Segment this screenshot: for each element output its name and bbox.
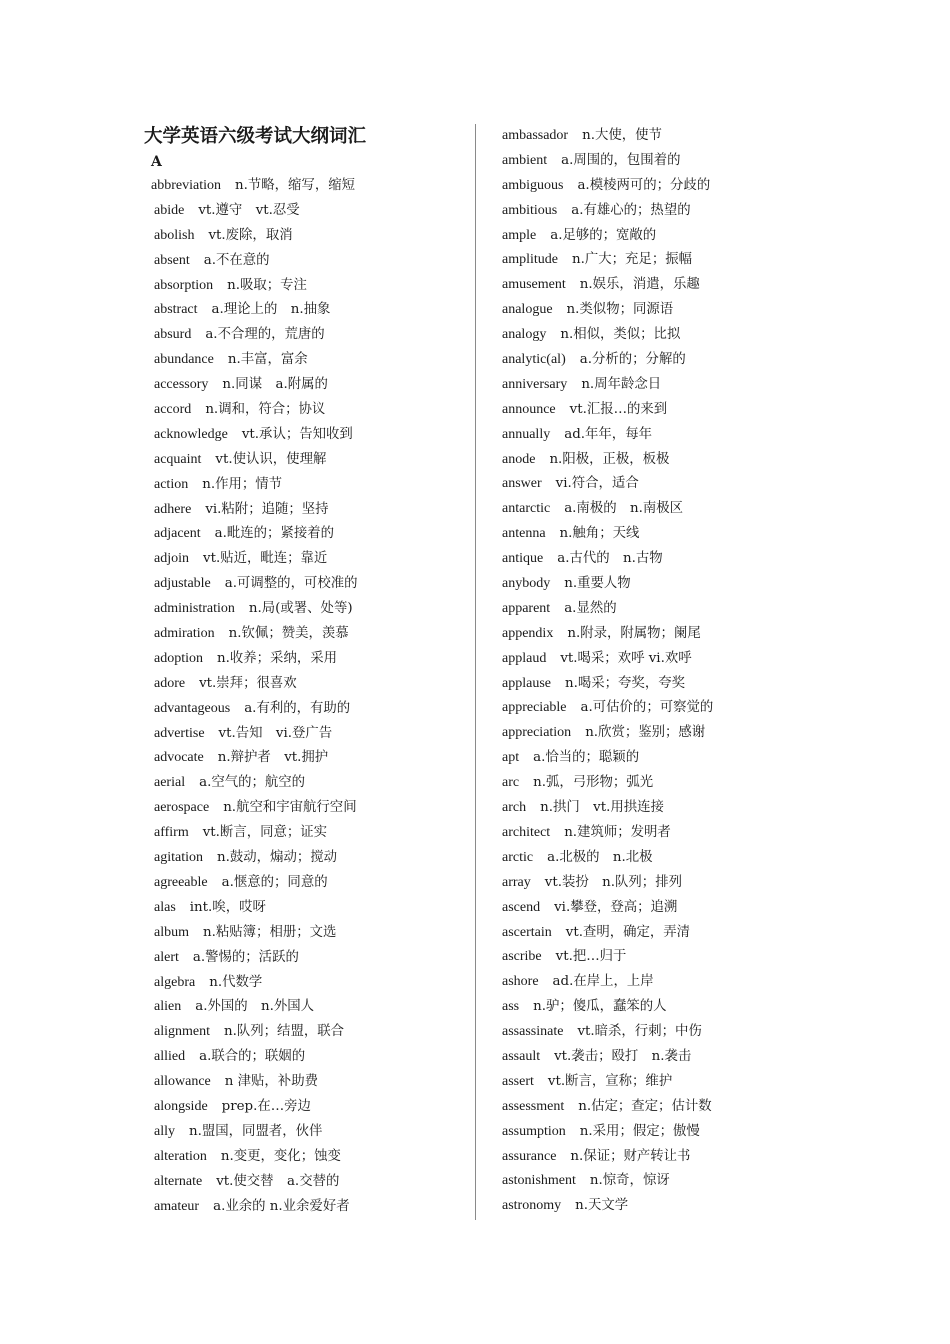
vocab-entry	[502, 597, 822, 622]
vocab-word: ass	[502, 999, 520, 1015]
vocab-definition: n.局(或署、处等)	[248, 601, 353, 617]
vocab-entry	[144, 1095, 464, 1120]
vocab-definition: vt.遵守 vt.忍受	[198, 202, 300, 218]
vocab-definition: vt.喝采；欢呼 vi.欢呼	[560, 650, 692, 666]
vocab-definition: n.节略，缩写，缩短	[234, 178, 355, 193]
vocab-definition: n.重要人物	[564, 576, 631, 592]
vocab-entry	[144, 373, 464, 398]
vocab-word: arch	[502, 800, 527, 816]
vocab-definition: ad.年年，每年	[564, 426, 652, 442]
vocab-word: arctic	[502, 849, 534, 865]
vocab-definition: n.喝采；夸奖，夸奖	[564, 675, 685, 691]
vocab-definition: vt.袭击；殴打 n.袭击	[554, 1048, 692, 1064]
vocab-entry	[502, 1194, 822, 1219]
vocab-entry	[502, 696, 822, 721]
vocab-word: advocate	[154, 750, 204, 766]
vocab-definition: n.估定；查定；估计数	[578, 1098, 712, 1114]
vocab-definition: n.驴；傻瓜，蠢笨的人	[533, 999, 667, 1015]
vocab-word: apt	[502, 750, 520, 766]
vocab-word: administration	[154, 601, 235, 617]
vocab-definition: a.显然的	[564, 600, 617, 616]
vocab-definition: n.采用；假定；傲慢	[579, 1123, 700, 1139]
vocab-definition: n.吸取；专注	[227, 277, 307, 293]
vocab-definition: n.欣赏；鉴别；感谢	[585, 725, 706, 741]
vocab-definition: a.可估价的；可察觉的	[580, 700, 714, 716]
vocab-word: ashore	[502, 974, 539, 990]
vocab-word: allowance	[154, 1074, 211, 1090]
vocab-word: admiration	[154, 626, 215, 642]
vocab-definition: n.大使，使节	[582, 128, 662, 143]
vocab-definition: vi.符合，适合	[555, 476, 639, 492]
vocab-definition: a.可调整的，可校准的	[224, 576, 358, 592]
vocab-definition: n.同谋 a.附属的	[222, 377, 328, 393]
vocab-word: analytic(al)	[502, 352, 566, 368]
vocab-word: algebra	[154, 974, 196, 990]
vocab-word: antique	[502, 551, 544, 567]
vocab-word: ambassador	[502, 128, 569, 143]
vocab-definition: n.航空和宇宙航行空间	[223, 800, 357, 816]
vocab-definition: n.鼓动，煽动；搅动	[217, 850, 338, 866]
vocab-entry	[502, 995, 822, 1020]
vocab-definition: vi.攀登，登高；追溯	[554, 899, 678, 915]
vocab-entry	[144, 274, 464, 299]
vocab-entry	[144, 871, 464, 896]
vocab-word: appreciable	[502, 700, 567, 716]
vocab-word: advertise	[154, 725, 205, 741]
vocab-entry	[144, 398, 464, 423]
vocab-definition: vt.装扮 n.队列；排列	[544, 874, 682, 890]
vocab-definition: a.空气的；航空的	[199, 775, 306, 791]
vocab-definition: a.联合的；联姻的	[199, 1049, 306, 1065]
vocab-word: assault	[502, 1048, 541, 1064]
vocab-word: alien	[154, 999, 182, 1015]
vocab-entry	[502, 1145, 822, 1170]
vocab-entry	[502, 622, 822, 647]
vocab-entry	[144, 746, 464, 771]
vocab-word: alternate	[154, 1173, 203, 1189]
vocab-entry	[502, 721, 822, 746]
vocab-definition: a.周围的，包围着的	[561, 152, 681, 168]
vocab-entry	[144, 722, 464, 747]
vocab-word: anode	[502, 451, 536, 467]
vocab-entry	[144, 572, 464, 597]
vocab-definition: vt.汇报…的来到	[569, 401, 668, 417]
vocab-word: appreciation	[502, 725, 572, 741]
vocab-word: astronomy	[502, 1198, 562, 1214]
vocab-definition: n.粘贴簿；相册；文选	[203, 924, 337, 940]
vocab-definition: a.模棱两可的；分歧的	[577, 177, 711, 193]
vocab-definition: vt.使交替 a.交替的	[216, 1173, 340, 1189]
vocab-definition: n.附录，附属物；阑尾	[567, 625, 701, 641]
vocab-definition: n.队列；结盟，联合	[224, 1024, 345, 1040]
vocab-entry	[502, 746, 822, 771]
page-title: 大学英语六级考试大纲词汇	[144, 126, 367, 147]
vocab-entry	[502, 1169, 822, 1194]
vocab-definition: vt.崇拜；很喜欢	[199, 675, 297, 691]
vocab-word: amplitude	[502, 252, 558, 268]
vocab-definition: a.理论上的 n.抽象	[211, 302, 331, 318]
vocab-entry	[144, 1195, 464, 1220]
vocab-definition: a.有雄心的；热望的	[571, 202, 691, 218]
vocab-definition: vt.使认识，使理解	[215, 451, 327, 467]
vocab-entry	[502, 921, 822, 946]
vocab-entry	[502, 896, 822, 921]
vocab-word: ample	[502, 227, 537, 243]
vocab-definition: a.恰当的；聪颖的	[533, 750, 640, 766]
vocab-word: adjacent	[154, 526, 201, 542]
vocab-word: adore	[154, 675, 186, 691]
vocab-word: assessment	[502, 1098, 565, 1114]
vocab-definition: a.不在意的	[203, 252, 270, 268]
vocab-word: abbreviation	[151, 178, 221, 193]
vocab-definition: n 津贴，补助费	[224, 1074, 318, 1090]
vocab-definition: n.相似，类似；比拟	[560, 327, 681, 343]
vocab-definition: vt.断言，宣称；维护	[547, 1073, 673, 1089]
vocab-word: ascribe	[502, 949, 542, 965]
vocab-definition: vt.承认；告知收到	[241, 426, 353, 442]
vocab-entry	[502, 248, 822, 273]
vocab-entry	[502, 970, 822, 995]
vocab-entry	[502, 348, 822, 373]
vocab-word: alteration	[154, 1148, 207, 1164]
vocab-entry	[502, 1020, 822, 1045]
vocab-definition: vt.断言，同意；证实	[202, 825, 328, 841]
vocab-definition: vt.废除，取消	[208, 227, 293, 243]
vocab-word: abide	[154, 202, 185, 218]
vocab-entry	[144, 896, 464, 921]
vocab-entry	[144, 199, 464, 224]
vocab-word: announce	[502, 401, 556, 417]
vocab-entry	[502, 572, 822, 597]
vocab-definition: prep.在…旁边	[221, 1098, 311, 1114]
vocab-entry	[144, 1120, 464, 1145]
vocab-word: absorption	[154, 277, 214, 293]
vocab-entry	[502, 945, 822, 970]
vocab-entry	[144, 971, 464, 996]
vocab-word: ally	[154, 1123, 175, 1139]
vocab-definition: vt.贴近，毗连；靠近	[203, 551, 328, 567]
vocab-entry	[502, 672, 822, 697]
left-column	[144, 124, 464, 1219]
vocab-entry	[144, 348, 464, 373]
vocab-definition: n.阳极，正极，板极	[549, 451, 670, 467]
vocab-word: absurd	[154, 327, 192, 343]
vocab-word: assassinate	[502, 1024, 564, 1040]
vocab-definition: n.变更，变化；蚀变	[220, 1148, 341, 1164]
vocab-word: action	[154, 476, 189, 492]
vocab-word: aerospace	[154, 800, 210, 816]
vocab-entry	[502, 1045, 822, 1070]
vocab-entry	[144, 946, 464, 971]
vocab-word: adjoin	[154, 551, 189, 567]
vocab-definition: n.调和，符合；协议	[205, 402, 326, 418]
vocab-word: analogue	[502, 302, 553, 318]
vocab-word: ascend	[502, 899, 541, 915]
left-vocabulary-list	[144, 174, 464, 1219]
vocab-word: abolish	[154, 227, 195, 243]
vocab-word: acknowledge	[154, 426, 228, 442]
vocab-definition: ad.在岸上，上岸	[552, 974, 654, 990]
vocab-word: abundance	[154, 352, 214, 368]
vocab-entry	[502, 796, 822, 821]
vocab-word: anybody	[502, 576, 551, 592]
section-letter: A	[151, 154, 162, 170]
vocab-word: alert	[154, 949, 179, 965]
vocab-word: antenna	[502, 526, 546, 542]
vocab-entry	[144, 995, 464, 1020]
vocab-definition: n.辩护者 vt.拥护	[217, 750, 329, 766]
vocab-definition: n.建筑师；发明者	[564, 824, 671, 840]
vocab-definition: n.保证；财产转让书	[570, 1148, 691, 1164]
vocab-definition: vt.告知 vi.登广告	[218, 725, 333, 741]
vocab-entry	[144, 921, 464, 946]
vocab-entry	[144, 846, 464, 871]
vocab-word: alongside	[154, 1098, 208, 1114]
vocab-word: agitation	[154, 850, 203, 866]
vocab-word: apparent	[502, 600, 551, 616]
vocab-entry	[502, 298, 822, 323]
vocab-word: analogy	[502, 327, 547, 343]
vocab-entry	[502, 871, 822, 896]
vocab-definition: a.惬意的；同意的	[221, 874, 328, 890]
vocab-word: answer	[502, 476, 542, 492]
vocab-definition: a.毗连的；紧接着的	[214, 526, 335, 542]
vocab-definition: n.天文学	[575, 1198, 629, 1214]
vocab-definition: n.惊奇，惊讶	[589, 1173, 670, 1189]
vocab-word: album	[154, 924, 189, 940]
vocab-definition: n.收养；采纳，采用	[217, 650, 338, 666]
vocab-word: anniversary	[502, 376, 568, 392]
vocab-entry	[502, 149, 822, 174]
vocab-word: ambient	[502, 152, 548, 168]
vocab-definition: a.足够的；宽敞的	[550, 227, 657, 243]
vocab-word: array	[502, 874, 531, 890]
vocab-entry	[144, 323, 464, 348]
vocab-entry	[144, 622, 464, 647]
vocab-entry	[144, 821, 464, 846]
vocab-word: assert	[502, 1073, 534, 1089]
right-column	[502, 124, 822, 1219]
vocab-definition: a.警惕的；活跃的	[192, 949, 299, 965]
vocab-definition: a.业余的 n.业余爱好者	[213, 1198, 350, 1214]
vocab-word: astonishment	[502, 1173, 576, 1189]
vocab-entry	[144, 597, 464, 622]
vocab-entry	[144, 224, 464, 249]
vocab-word: alignment	[154, 1024, 210, 1040]
vocab-definition: a.北极的 n.北极	[547, 849, 653, 865]
vocab-word: appendix	[502, 625, 554, 641]
vocab-word: acquaint	[154, 451, 202, 467]
vocab-word: architect	[502, 824, 551, 840]
vocab-entry	[144, 771, 464, 796]
vocab-definition: n.类似物；同源语	[566, 302, 674, 318]
vocab-entry	[502, 323, 822, 348]
vocab-word: accessory	[154, 377, 209, 393]
vocab-entry	[144, 298, 464, 323]
vocab-entry	[144, 498, 464, 523]
vocab-definition: a.分析的；分解的	[579, 352, 686, 368]
vocab-word: assumption	[502, 1123, 566, 1139]
vocab-word: advantageous	[154, 700, 231, 716]
vocab-definition: vt.暗杀，行刺；中伤	[577, 1024, 702, 1040]
vocab-definition: int.唉，哎呀	[189, 899, 266, 915]
vocab-word: aerial	[154, 775, 186, 791]
vocab-entry	[144, 1045, 464, 1070]
vocab-word: affirm	[154, 825, 189, 841]
vocab-entry	[144, 1020, 464, 1045]
vocab-word: applause	[502, 675, 551, 691]
vocab-definition: vt.把…归于	[555, 949, 627, 965]
vocab-entry	[144, 423, 464, 448]
vocab-entry	[502, 398, 822, 423]
vocab-definition: n.娱乐，消遣，乐趣	[579, 277, 700, 293]
vocab-word: adhere	[154, 501, 192, 517]
vocab-entry	[144, 473, 464, 498]
vocab-entry	[502, 846, 822, 871]
vocab-definition: n.广大；充足；振幅	[572, 252, 693, 268]
vocab-definition: a.古代的 n.古物	[557, 551, 663, 567]
vocab-word: applaud	[502, 650, 547, 666]
column-divider	[475, 124, 476, 1220]
vocab-word: arc	[502, 775, 520, 791]
vocab-definition: n.触角；天线	[559, 526, 640, 542]
vocab-entry	[502, 124, 822, 149]
vocab-entry	[502, 448, 822, 473]
vocab-entry	[502, 224, 822, 249]
vocab-definition: a.有利的，有助的	[244, 700, 351, 716]
vocab-word: ambitious	[502, 202, 558, 218]
vocab-definition: n.盟国，同盟者，伙伴	[189, 1123, 323, 1139]
vocab-definition: vt.查明，确定，弄清	[565, 924, 691, 940]
vocab-entry	[502, 771, 822, 796]
vocab-word: alas	[154, 899, 176, 915]
vocab-entry	[502, 199, 822, 224]
vocab-entry	[502, 547, 822, 572]
vocab-entry	[144, 1170, 464, 1195]
vocab-word: accord	[154, 402, 192, 418]
vocab-word: ascertain	[502, 924, 552, 940]
vocab-definition: n.作用；情节	[202, 476, 283, 492]
vocab-entry	[502, 497, 822, 522]
vocab-entry	[144, 249, 464, 274]
vocab-entry	[144, 672, 464, 697]
vocab-word: allied	[154, 1049, 186, 1065]
vocab-entry	[502, 1095, 822, 1120]
vocab-entry	[144, 448, 464, 473]
vocab-entry	[144, 522, 464, 547]
vocab-word: assurance	[502, 1148, 557, 1164]
vocab-definition: n.丰富，富余	[227, 352, 308, 368]
vocab-entry	[502, 821, 822, 846]
vocab-entry	[144, 1070, 464, 1095]
vocab-word: abstract	[154, 302, 198, 318]
vocab-definition: n.代数学	[209, 974, 263, 990]
vocab-entry	[502, 273, 822, 298]
vocab-definition: vi.粘附；追随；坚持	[205, 501, 329, 517]
vocab-definition: a.外国的 n.外国人	[195, 999, 315, 1015]
vocab-word: amusement	[502, 277, 566, 293]
vocab-word: ambiguous	[502, 177, 564, 193]
vocab-word: agreeable	[154, 874, 208, 890]
vocab-definition: a.不合理的，荒唐的	[205, 327, 325, 343]
vocab-word: adoption	[154, 650, 203, 666]
vocab-entry	[502, 423, 822, 448]
vocab-definition: a.南极的 n.南极区	[564, 501, 684, 517]
vocab-entry	[144, 796, 464, 821]
vocab-definition: n.周年龄念日	[581, 376, 662, 392]
vocab-word: amateur	[154, 1198, 200, 1214]
vocab-entry	[502, 522, 822, 547]
vocab-word: annually	[502, 426, 551, 442]
vocab-word: antarctic	[502, 501, 551, 517]
vocab-entry	[144, 547, 464, 572]
vocab-entry	[502, 1070, 822, 1095]
vocab-entry	[144, 647, 464, 672]
vocab-word: absent	[154, 252, 190, 268]
vocab-entry	[144, 1145, 464, 1170]
vocab-entry	[502, 472, 822, 497]
vocab-definition: n.拱门 vt.用拱连接	[540, 800, 664, 816]
right-vocabulary-list	[502, 124, 822, 1219]
vocab-entry	[144, 174, 464, 199]
vocab-entry	[502, 1120, 822, 1145]
vocab-definition: n.钦佩；赞美，羡慕	[228, 626, 349, 642]
vocab-entry	[502, 647, 822, 672]
vocab-entry	[502, 174, 822, 199]
vocab-definition: n.弧，弓形物；弧光	[533, 775, 654, 791]
vocab-entry	[502, 373, 822, 398]
vocab-entry	[144, 697, 464, 722]
vocab-word: adjustable	[154, 576, 211, 592]
